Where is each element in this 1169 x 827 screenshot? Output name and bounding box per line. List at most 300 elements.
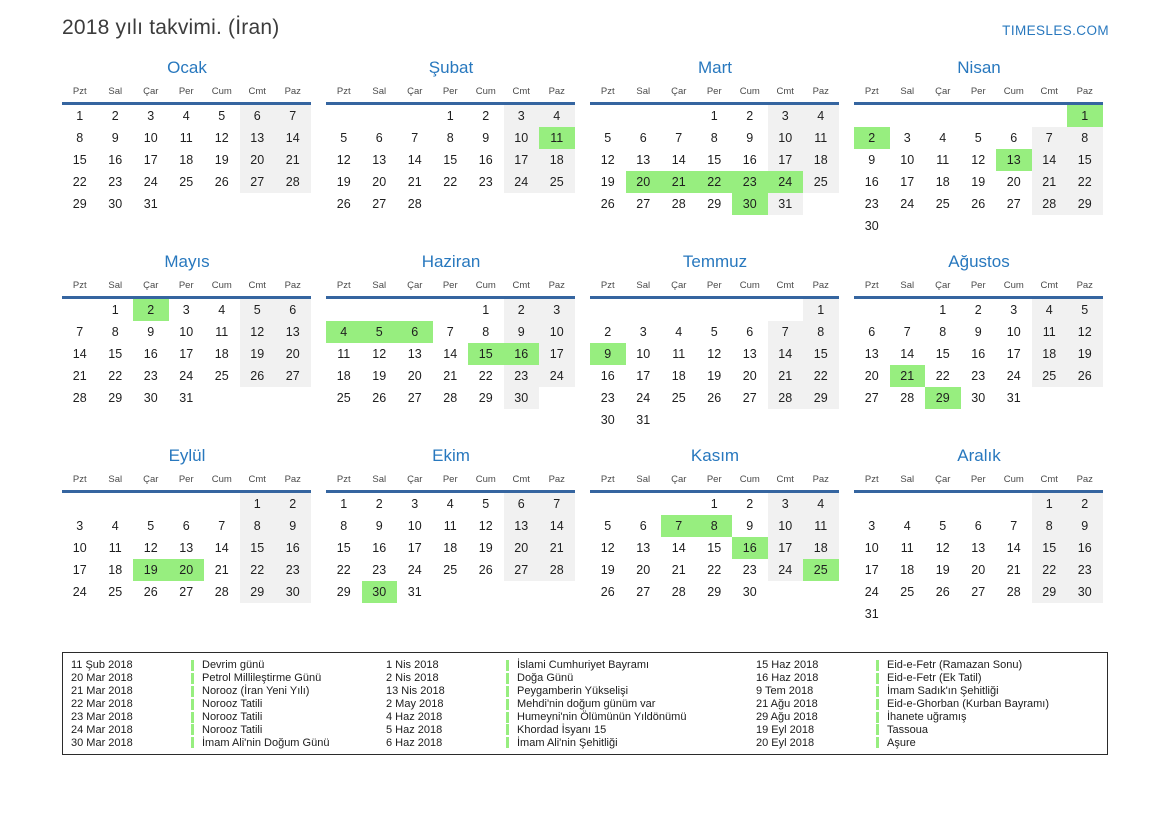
month-11 (590, 438, 840, 624)
day-cell: 28 (671, 197, 686, 212)
empty-cell (996, 105, 1032, 127)
day-cell: 3 (639, 324, 647, 339)
day-cell: 12 (336, 152, 351, 167)
day-cell: 22 (443, 175, 458, 190)
holiday-day-cell: 15 (468, 343, 504, 365)
day-cell: 19 (214, 152, 229, 167)
empty-cell (275, 387, 311, 409)
day-cell: 3 (182, 302, 190, 317)
day-header: Sal (900, 280, 915, 291)
day-cell: 22 (240, 559, 276, 581)
empty-cell (890, 105, 926, 127)
day-cell: 30 (143, 391, 158, 406)
day-header: Pzt (600, 474, 615, 485)
day-cell: 23 (108, 175, 123, 190)
empty-cell (890, 493, 926, 515)
holiday-day-cell: 19 (133, 559, 169, 581)
day-header: Sal (636, 86, 651, 97)
day-cell: 14 (214, 540, 229, 555)
day-cell: 16 (1067, 537, 1103, 559)
day-cell: 21 (1006, 563, 1021, 578)
day-cell: 11 (443, 518, 457, 533)
legend-holiday-name: Eid-e-Ghorban (Kurban Bayramı) (887, 698, 1050, 711)
day-header: Çar (935, 280, 951, 291)
empty-cell (362, 105, 398, 127)
day-cell: 27 (179, 585, 194, 600)
holiday-day-cell: 24 (768, 171, 804, 193)
holiday-tick-icon (876, 724, 879, 735)
holiday-day-cell: 16 (504, 343, 540, 365)
day-header: Per (178, 280, 194, 291)
day-cell: 27 (504, 559, 540, 581)
empty-cell (626, 299, 662, 321)
legend-entry (386, 723, 756, 736)
empty-cell (661, 493, 697, 515)
month-12 (854, 438, 1104, 624)
day-header: Per (442, 86, 458, 97)
day-cell: 4 (111, 518, 119, 533)
empty-cell (925, 105, 961, 127)
day-cell: 26 (600, 585, 615, 600)
day-cell: 15 (336, 540, 351, 555)
day-cell: 5 (340, 130, 348, 145)
empty-cell (240, 193, 276, 215)
day-header: Cum (475, 86, 496, 97)
holiday-day-cell: 11 (539, 127, 575, 149)
empty-cell (433, 299, 469, 321)
holiday-tick-icon (876, 660, 879, 671)
holiday-day-cell: 2 (854, 127, 890, 149)
day-header: Paz (548, 86, 565, 97)
month-grid (62, 277, 312, 409)
day-cell: 18 (935, 175, 950, 190)
month-title: Ekim (432, 446, 470, 465)
day-cell: 7 (539, 493, 575, 515)
day-header: Çar (935, 474, 951, 485)
month-title: Mart (698, 58, 732, 77)
month-title: Haziran (421, 252, 481, 271)
day-cell: 16 (108, 152, 123, 167)
site-link[interactable]: TIMESLES.COM (1002, 23, 1109, 38)
empty-cell (133, 493, 169, 515)
day-cell: 15 (72, 152, 87, 167)
day-cell: 4 (446, 496, 454, 511)
empty-cell (504, 581, 540, 603)
day-header: Çar (671, 86, 687, 97)
day-cell: 10 (504, 127, 540, 149)
day-header: Cmt (248, 474, 266, 485)
month-grid (854, 471, 1104, 626)
day-cell: 10 (407, 518, 422, 533)
empty-cell (433, 581, 469, 603)
day-cell: 5 (147, 518, 155, 533)
day-header: Paz (284, 280, 301, 291)
day-cell: 19 (336, 175, 351, 190)
day-cell: 15 (935, 346, 950, 361)
empty-cell (1032, 105, 1068, 127)
day-cell: 4 (803, 493, 839, 515)
empty-cell (854, 493, 890, 515)
page-title: 2018 yılı takvimi. (İran) (62, 16, 280, 39)
legend-holiday-name: İmam Ali'nin Şehitliği (517, 736, 618, 749)
day-cell: 26 (971, 197, 986, 212)
day-cell: 3 (539, 299, 575, 321)
day-cell: 12 (214, 130, 229, 145)
day-cell: 8 (111, 324, 119, 339)
day-header: Cmt (248, 86, 266, 97)
day-cell: 8 (482, 324, 490, 339)
day-cell: 26 (1067, 365, 1103, 387)
day-cell: 23 (600, 391, 615, 406)
day-cell: 18 (539, 149, 575, 171)
day-cell: 10 (1006, 324, 1021, 339)
month-title: Aralık (957, 446, 1001, 465)
day-cell: 2 (504, 299, 540, 321)
legend-date: 5 Haz 2018 (386, 723, 443, 736)
empty-cell (504, 193, 540, 215)
day-cell: 26 (240, 365, 276, 387)
day-cell: 14 (900, 346, 915, 361)
empty-cell (996, 603, 1032, 625)
day-cell: 8 (939, 324, 947, 339)
month-grid (854, 83, 1104, 238)
holiday-day-cell: 22 (697, 171, 733, 193)
day-header: Paz (284, 86, 301, 97)
day-cell: 17 (768, 537, 804, 559)
day-cell: 22 (478, 369, 493, 384)
day-header: Paz (1076, 280, 1093, 291)
day-header: Sal (108, 280, 123, 291)
day-cell: 5 (218, 108, 226, 123)
holiday-tick-icon (876, 673, 879, 684)
legend-date: 20 Eyl 2018 (756, 736, 815, 749)
month-2 (326, 50, 576, 236)
empty-cell (803, 581, 839, 603)
day-cell: 12 (143, 540, 158, 555)
day-cell: 25 (900, 585, 915, 600)
empty-cell (768, 409, 804, 431)
day-cell: 8 (803, 321, 839, 343)
day-cell: 6 (240, 105, 276, 127)
day-cell: 5 (604, 130, 612, 145)
empty-cell (397, 299, 433, 321)
day-cell: 21 (275, 149, 311, 171)
day-cell: 8 (1032, 515, 1068, 537)
day-cell: 29 (108, 391, 123, 406)
empty-cell (204, 193, 240, 215)
day-cell: 10 (72, 540, 87, 555)
legend-date: 21 Mar 2018 (71, 685, 133, 698)
day-cell: 30 (600, 413, 615, 428)
day-cell: 23 (143, 369, 158, 384)
day-cell: 24 (539, 365, 575, 387)
day-cell: 13 (504, 515, 540, 537)
day-header: Cmt (512, 280, 530, 291)
day-cell: 5 (240, 299, 276, 321)
legend-box (62, 652, 1108, 755)
day-cell: 18 (443, 540, 458, 555)
day-cell: 29 (478, 391, 493, 406)
day-cell: 25 (214, 369, 229, 384)
legend-date: 19 Eyl 2018 (756, 723, 815, 736)
holiday-tick-icon (191, 737, 194, 748)
day-cell: 28 (407, 197, 422, 212)
empty-cell (62, 493, 98, 515)
day-cell: 22 (72, 175, 87, 190)
holiday-day-cell: 9 (590, 343, 626, 365)
holiday-day-cell: 8 (697, 515, 733, 537)
month-4 (854, 50, 1104, 236)
day-cell: 12 (240, 321, 276, 343)
empty-cell (169, 493, 205, 515)
day-header: Paz (812, 280, 829, 291)
day-cell: 13 (742, 346, 757, 361)
holiday-day-cell: 2 (133, 299, 169, 321)
day-cell: 12 (1067, 321, 1103, 343)
day-header: Cmt (776, 86, 794, 97)
day-cell: 15 (803, 343, 839, 365)
day-cell: 11 (337, 346, 351, 361)
legend-holiday-name: Norooz (İran Yeni Yılı) (202, 685, 310, 698)
day-cell: 26 (143, 585, 158, 600)
day-cell: 28 (1006, 585, 1021, 600)
day-header: Sal (372, 280, 387, 291)
legend-entry (756, 698, 1107, 711)
day-cell: 20 (504, 537, 540, 559)
empty-cell (1032, 603, 1068, 625)
day-header: Pzt (72, 280, 87, 291)
empty-cell (961, 603, 997, 625)
day-cell: 17 (407, 540, 422, 555)
legend-date: 13 Nis 2018 (386, 685, 445, 698)
day-cell: 11 (900, 540, 914, 555)
day-cell: 17 (636, 369, 651, 384)
day-cell: 11 (672, 346, 686, 361)
legend-entry (756, 685, 1107, 698)
month-10 (326, 438, 576, 624)
empty-cell (539, 387, 575, 409)
day-cell: 24 (1006, 369, 1021, 384)
legend-date: 16 Haz 2018 (756, 672, 819, 685)
day-cell: 27 (742, 391, 757, 406)
legend-date: 23 Mar 2018 (71, 711, 133, 723)
day-cell: 28 (72, 391, 87, 406)
day-cell: 9 (746, 130, 754, 145)
day-cell: 24 (407, 563, 422, 578)
day-header: Paz (1076, 86, 1093, 97)
day-header: Pzt (336, 280, 351, 291)
legend-entry (71, 736, 386, 749)
day-cell: 30 (1067, 581, 1103, 603)
day-header: Pzt (336, 474, 351, 485)
day-cell: 2 (1067, 493, 1103, 515)
holiday-tick-icon (876, 699, 879, 710)
legend-holiday-name: Humeyni'nin Ölümünün Yıldönümü (517, 711, 687, 723)
day-cell: 21 (72, 369, 87, 384)
empty-cell (661, 299, 697, 321)
legend-entry (386, 685, 756, 698)
day-cell: 5 (974, 130, 982, 145)
day-cell: 21 (443, 369, 458, 384)
month-grid (590, 277, 840, 432)
day-cell: 2 (482, 108, 490, 123)
day-cell: 11 (803, 127, 839, 149)
holiday-day-cell: 23 (732, 171, 768, 193)
day-cell: 9 (147, 324, 155, 339)
day-cell: 5 (482, 496, 490, 511)
day-cell: 9 (868, 152, 876, 167)
day-cell: 18 (671, 369, 686, 384)
month-8 (854, 244, 1104, 430)
day-header: Paz (284, 474, 301, 485)
day-cell: 20 (240, 149, 276, 171)
empty-cell (1067, 387, 1103, 409)
day-cell: 28 (900, 391, 915, 406)
holiday-day-cell: 1 (1067, 105, 1103, 127)
holiday-tick-icon (876, 686, 879, 697)
day-cell: 25 (803, 171, 839, 193)
day-header: Cmt (1040, 280, 1058, 291)
empty-cell (961, 215, 997, 237)
day-cell: 20 (636, 563, 651, 578)
day-header: Per (442, 474, 458, 485)
day-cell: 31 (1006, 391, 1021, 406)
day-cell: 6 (974, 518, 982, 533)
day-cell: 7 (218, 518, 226, 533)
day-cell: 8 (710, 130, 718, 145)
month-title: Nisan (957, 58, 1001, 77)
day-cell: 17 (1006, 346, 1021, 361)
day-cell: 8 (1067, 127, 1103, 149)
day-cell: 12 (372, 346, 387, 361)
day-cell: 24 (72, 585, 87, 600)
legend-entry (386, 698, 756, 711)
day-cell: 11 (1032, 321, 1068, 343)
empty-cell (590, 105, 626, 127)
day-cell: 14 (407, 152, 422, 167)
day-cell: 17 (179, 346, 194, 361)
empty-cell (539, 581, 575, 603)
day-cell: 19 (240, 343, 276, 365)
day-header: Paz (548, 280, 565, 291)
empty-cell (626, 493, 662, 515)
day-cell: 20 (1006, 175, 1021, 190)
day-header: Cum (211, 280, 232, 291)
day-header: Cmt (776, 474, 794, 485)
day-cell: 6 (504, 493, 540, 515)
day-cell: 31 (143, 197, 158, 212)
day-header: Pzt (600, 280, 615, 291)
day-cell: 28 (539, 559, 575, 581)
legend-entry (71, 723, 386, 736)
legend-holiday-name: Khordad İsyanı 15 (517, 723, 607, 736)
day-header: Paz (548, 474, 565, 485)
holiday-day-cell: 29 (925, 387, 961, 409)
day-cell: 16 (478, 152, 493, 167)
day-cell: 19 (935, 563, 950, 578)
day-cell: 25 (1032, 365, 1068, 387)
empty-cell (169, 193, 205, 215)
day-cell: 14 (1006, 540, 1021, 555)
holiday-day-cell: 13 (996, 149, 1032, 171)
day-cell: 24 (179, 369, 194, 384)
day-cell: 26 (372, 391, 387, 406)
day-cell: 22 (336, 563, 351, 578)
day-header: Cmt (776, 280, 794, 291)
legend-entry (71, 685, 386, 698)
day-header: Çar (143, 86, 159, 97)
day-cell: 18 (803, 537, 839, 559)
legend-entry (386, 672, 756, 685)
day-cell: 1 (111, 302, 119, 317)
day-cell: 4 (803, 105, 839, 127)
day-cell: 14 (443, 346, 458, 361)
day-cell: 13 (372, 152, 387, 167)
legend-holiday-name: Peygamberin Yükselişi (517, 685, 629, 698)
empty-cell (890, 215, 926, 237)
day-cell: 15 (1032, 537, 1068, 559)
empty-cell (433, 193, 469, 215)
month-title: Ağustos (948, 252, 1010, 271)
day-cell: 26 (478, 563, 493, 578)
day-cell: 8 (340, 518, 348, 533)
empty-cell (468, 581, 504, 603)
empty-cell (362, 299, 398, 321)
day-cell: 3 (903, 130, 911, 145)
day-cell: 19 (372, 369, 387, 384)
month-9 (62, 438, 312, 624)
legend-date: 2 Nis 2018 (386, 672, 439, 685)
day-cell: 9 (746, 518, 754, 533)
day-cell: 6 (182, 518, 190, 533)
day-cell: 8 (240, 515, 276, 537)
empty-cell (240, 387, 276, 409)
day-cell: 19 (600, 563, 615, 578)
empty-cell (1067, 603, 1103, 625)
day-cell: 27 (636, 585, 651, 600)
day-cell: 3 (147, 108, 155, 123)
day-header: Pzt (72, 474, 87, 485)
day-cell: 28 (768, 387, 804, 409)
empty-cell (697, 299, 733, 321)
empty-cell (890, 299, 926, 321)
legend-column (756, 659, 1107, 754)
day-cell: 15 (1067, 149, 1103, 171)
day-cell: 8 (446, 130, 454, 145)
holiday-tick-icon (191, 660, 194, 671)
day-cell: 20 (275, 343, 311, 365)
day-cell: 17 (900, 175, 915, 190)
legend-entry (71, 698, 386, 711)
day-cell: 22 (803, 365, 839, 387)
holiday-day-cell: 6 (397, 321, 433, 343)
day-header: Sal (636, 280, 651, 291)
day-cell: 13 (407, 346, 422, 361)
day-header: Cum (739, 86, 760, 97)
empty-cell (590, 299, 626, 321)
day-header: Per (970, 86, 986, 97)
day-header: Pzt (336, 86, 351, 97)
empty-cell (204, 387, 240, 409)
day-cell: 7 (411, 130, 419, 145)
day-cell: 17 (864, 563, 879, 578)
day-cell: 10 (864, 540, 879, 555)
day-cell: 19 (600, 175, 615, 190)
day-cell: 16 (864, 175, 879, 190)
day-cell: 4 (903, 518, 911, 533)
day-cell: 10 (768, 515, 804, 537)
day-cell: 1 (240, 493, 276, 515)
